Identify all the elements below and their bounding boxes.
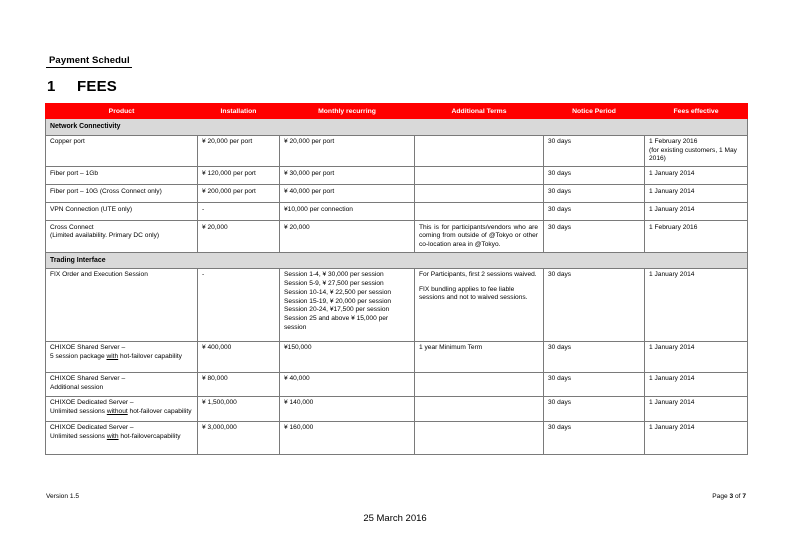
table-row [46, 203, 748, 221]
cell-effective: 1 January 2014 [645, 203, 748, 221]
cell-installation: ¥ 200,000 per port [198, 185, 280, 203]
page-joiner: of [733, 493, 743, 500]
cell-monthly: ¥ 40,000 [280, 372, 415, 396]
cell-notice: 30 days [544, 167, 645, 185]
product-line-2-post: hot-failovercapability [118, 433, 181, 441]
cell-notice: 30 days [544, 396, 645, 421]
cell-installation: ¥ 20,000 per port [198, 135, 280, 167]
page-total: 7 [742, 493, 746, 500]
cell-effective: 1 January 2014 [645, 372, 748, 396]
product-line-2-emphasis: without [106, 408, 128, 416]
section-header-row [46, 252, 748, 268]
cell-monthly: Session 1-4, ¥ 30,000 per session Session 5-9, ¥ 27,500 per session Session 10-14, ¥ 22,500 per session Session 15-19, ¥ 20,000 per session Session 20-24, ¥17,500 per session Session 25 and above ¥ 15,000 per session [280, 268, 415, 341]
cell-effective: 1 January 2014 [645, 167, 748, 185]
table-row [46, 167, 748, 185]
product-line-2-pre: 5 session package [50, 353, 107, 361]
cell-effective: 1 January 2014 [645, 185, 748, 203]
footer-version: Version 1.5 [46, 493, 79, 500]
cell-effective: 1 January 2014 [645, 421, 748, 454]
product-line-2-emphasis: with [106, 353, 119, 361]
cell-notice: 30 days [544, 135, 645, 167]
table-body [46, 119, 748, 454]
table-row [46, 396, 748, 421]
column-header-monthly-recurring: Monthly recurring [280, 104, 415, 119]
cell-monthly: ¥ 140,000 [280, 396, 415, 421]
product-line-1: CHIXOE Dedicated Server – [50, 424, 134, 432]
table-row [46, 372, 748, 396]
cell-product: FIX Order and Execution Session [46, 268, 198, 341]
product-line-2-pre: Unlimited sessions [50, 408, 107, 416]
table-row [46, 341, 748, 372]
cell-terms [415, 135, 544, 167]
cell-notice: 30 days [544, 268, 645, 341]
cell-product [46, 396, 198, 421]
cell-installation: ¥ 1,500,000 [198, 396, 280, 421]
table-header-row [46, 104, 748, 119]
column-header-installation: Installation [198, 104, 280, 119]
cell-monthly: ¥ 30,000 per port [280, 167, 415, 185]
cell-terms [415, 167, 544, 185]
cell-notice: 30 days [544, 372, 645, 396]
cell-effective: 1 January 2014 [645, 268, 748, 341]
cell-installation: ¥ 400,000 [198, 341, 280, 372]
section-header-row [46, 119, 748, 135]
cell-monthly: ¥ 20,000 [280, 221, 415, 253]
cell-monthly: ¥ 40,000 per port [280, 185, 415, 203]
document-header [46, 55, 132, 68]
cell-product: VPN Connection (UTE only) [46, 203, 198, 221]
page-title [47, 78, 117, 95]
cell-terms-paragraph-1: For Participants, first 2 sessions waived. [419, 271, 537, 279]
footer-date: 25 March 2016 [363, 513, 427, 524]
table-header [46, 104, 748, 119]
section-number: 1 [47, 78, 56, 95]
cell-product [46, 421, 198, 454]
cell-terms [415, 396, 544, 421]
cell-terms: 1 year Minimum Term [415, 341, 544, 372]
cell-notice: 30 days [544, 341, 645, 372]
cell-product: CHIXOE Shared Server – Additional session [46, 372, 198, 396]
cell-installation: ¥ 120,000 per port [198, 167, 280, 185]
product-line-1: CHIXOE Dedicated Server – [50, 399, 134, 407]
cell-terms [415, 268, 544, 341]
cell-product: Cross Connect (Limited availability. Primary DC only) [46, 221, 198, 253]
cell-terms [415, 185, 544, 203]
column-header-additional-terms: Additional Terms [415, 104, 544, 119]
cell-installation: ¥ 3,000,000 [198, 421, 280, 454]
cell-effective: 1 February 2016 (for existing customers, 1 May 2016) [645, 135, 748, 167]
column-header-notice-period: Notice Period [544, 104, 645, 119]
section-title: FEES [77, 78, 117, 95]
fees-table [45, 103, 748, 455]
product-line-2-pre: Unlimited sessions [50, 433, 107, 441]
cell-product: Fiber port – 1Gb [46, 167, 198, 185]
table-row [46, 221, 748, 253]
table-row [46, 135, 748, 167]
cell-terms-paragraph-2: FIX bundling applies to fee liable sessions and not to waived sessions. [419, 285, 528, 302]
table-row [46, 421, 748, 454]
page-prefix: Page [712, 493, 730, 500]
cell-terms: This is for participants/vendors who are coming from outside of @Tokyo or other co-location area in @Tokyo. [415, 221, 544, 253]
cell-effective: 1 January 2014 [645, 341, 748, 372]
table-row [46, 185, 748, 203]
cell-effective: 1 February 2016 [645, 221, 748, 253]
cell-installation: ¥ 20,000 [198, 221, 280, 253]
product-line-2-post: hot-failover capability [127, 408, 192, 416]
column-header-product: Product [46, 104, 198, 119]
cell-monthly: ¥ 160,000 [280, 421, 415, 454]
cell-notice: 30 days [544, 185, 645, 203]
column-header-fees-effective: Fees effective [645, 104, 748, 119]
cell-terms [415, 421, 544, 454]
cell-notice: 30 days [544, 421, 645, 454]
cell-product: Copper port [46, 135, 198, 167]
cell-terms [415, 372, 544, 396]
cell-monthly: ¥10,000 per connection [280, 203, 415, 221]
footer-page-number [712, 493, 746, 500]
cell-product [46, 341, 198, 372]
cell-installation: - [198, 203, 280, 221]
cell-monthly: ¥ 20,000 per port [280, 135, 415, 167]
cell-terms [415, 203, 544, 221]
product-line-2-post: hot-failover capability [118, 353, 182, 361]
product-line-2-emphasis: with [106, 433, 119, 441]
cell-notice: 30 days [544, 221, 645, 253]
cell-installation: - [198, 268, 280, 341]
cell-installation: ¥ 80,000 [198, 372, 280, 396]
document-header-text: Payment Schedul [46, 55, 132, 68]
table-row [46, 268, 748, 341]
cell-monthly: ¥150,000 [280, 341, 415, 372]
page-current: 3 [729, 493, 734, 500]
product-line-1: CHIXOE Shared Server – [50, 344, 126, 352]
cell-product: Fiber port – 10G (Cross Connect only) [46, 185, 198, 203]
section-title-trading-interface: Trading Interface [46, 252, 748, 268]
section-title-network-connectivity: Network Connectivity [46, 119, 748, 135]
cell-effective: 1 January 2014 [645, 396, 748, 421]
cell-notice: 30 days [544, 203, 645, 221]
